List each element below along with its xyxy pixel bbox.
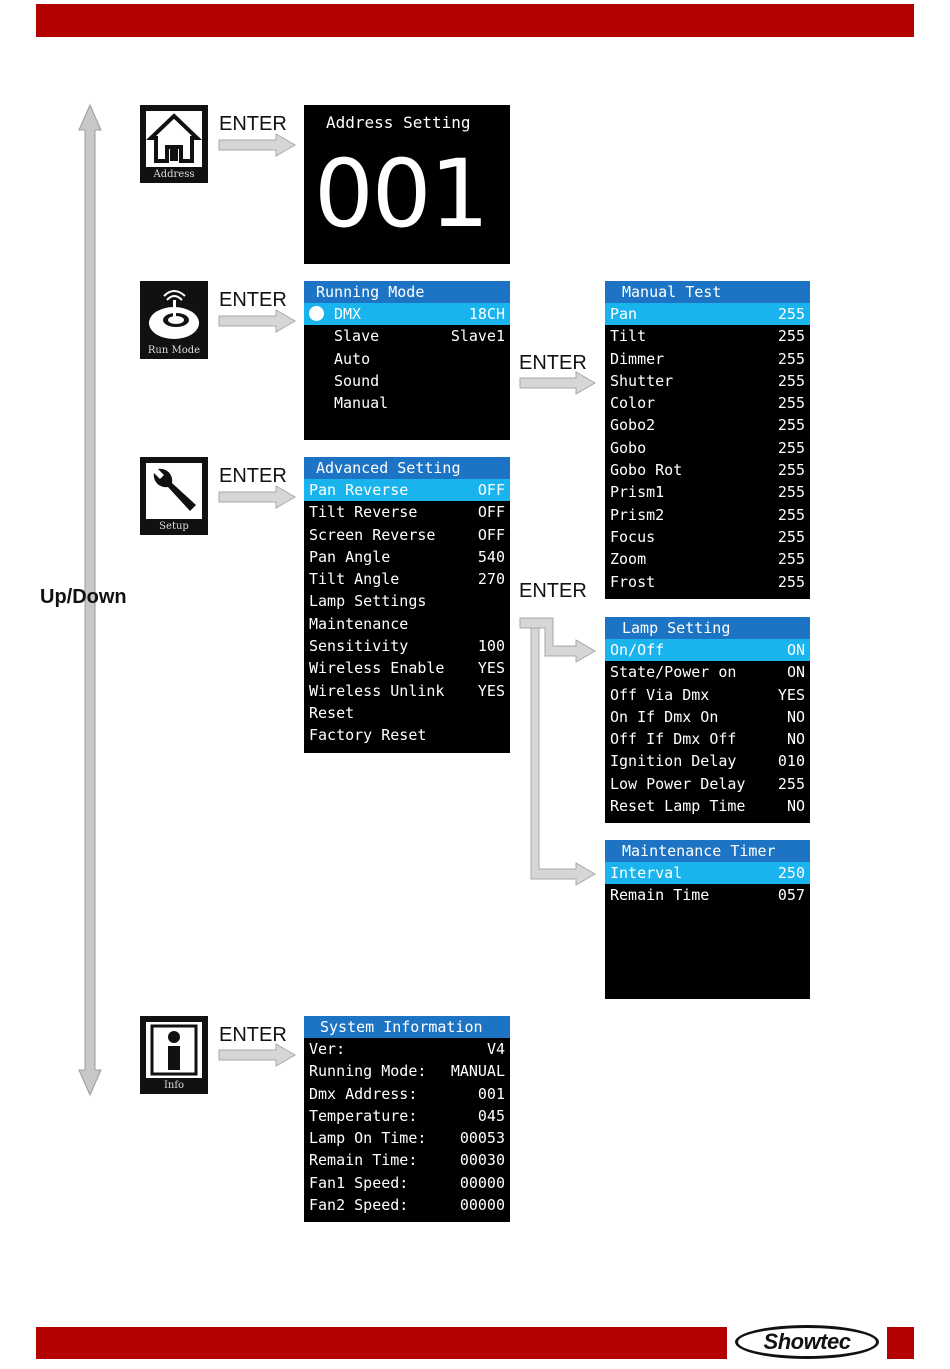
system-information-title: System Information: [304, 1016, 510, 1038]
advanced-setting-row[interactable]: [304, 635, 510, 657]
row-label: Fan2 Speed:: [309, 1196, 409, 1215]
row-label: DMX: [334, 305, 362, 323]
enter-arrow-maintenance: [531, 628, 595, 885]
advanced-setting-row[interactable]: [304, 613, 510, 635]
row-value: NO: [786, 707, 805, 726]
row-label: Tilt: [610, 327, 647, 346]
row-value: ON: [786, 641, 805, 659]
advanced-setting-row[interactable]: [304, 479, 510, 501]
row-value: 045: [477, 1106, 505, 1125]
row-label: Prism2: [610, 505, 665, 524]
advanced-setting-row[interactable]: [304, 680, 510, 702]
maintenance-timer-row[interactable]: [605, 862, 810, 884]
running-mode-row[interactable]: [304, 370, 510, 392]
row-value: 255: [777, 416, 805, 435]
maintenance-timer-row[interactable]: [605, 884, 810, 906]
enter-label-info: ENTER: [219, 1024, 287, 1046]
row-label: On/Off: [610, 641, 665, 659]
advanced-setting-title: Advanced Setting: [304, 457, 510, 479]
row-label: Gobo: [610, 438, 647, 457]
radio-selected-icon: [309, 306, 324, 321]
row-value: 255: [777, 505, 805, 524]
row-label: Running Mode:: [309, 1062, 427, 1081]
row-label: Screen Reverse: [309, 525, 436, 544]
row-label: Temperature:: [309, 1106, 418, 1125]
row-label: Ver:: [309, 1040, 346, 1058]
advanced-setting-row[interactable]: [304, 590, 510, 612]
row-label: Tilt Angle: [309, 570, 400, 589]
row-label: Factory Reset: [309, 726, 427, 745]
row-value: 255: [777, 305, 805, 323]
row-label: Remain Time:: [309, 1151, 418, 1170]
row-value: 18CH: [468, 305, 505, 323]
enter-arrow-setup: [219, 486, 295, 508]
lamp-setting-panel: [605, 617, 810, 823]
icon-caption-info: Info: [163, 1080, 185, 1091]
row-label: Pan Reverse: [309, 481, 409, 499]
row-label: Dimmer: [610, 349, 665, 368]
row-label: Sound: [334, 371, 380, 390]
lamp-setting-row[interactable]: [605, 750, 810, 772]
maintenance-timer-title: Maintenance Timer: [605, 840, 810, 862]
row-label: Interval: [610, 864, 683, 882]
logo-text: Showtec: [763, 1329, 851, 1354]
advanced-setting-row[interactable]: [304, 657, 510, 679]
running-mode-panel: [304, 281, 510, 440]
row-value: 255: [777, 438, 805, 457]
row-label: State/Power on: [610, 663, 737, 682]
row-value: OFF: [477, 481, 505, 499]
row-value: 255: [777, 572, 805, 591]
row-label: Tilt Reverse: [309, 503, 418, 522]
row-value: 250: [777, 864, 805, 882]
maintenance-timer-panel: [605, 840, 810, 999]
running-mode-title: Running Mode: [304, 281, 510, 303]
row-value: NO: [786, 730, 805, 749]
row-label: Fan1 Speed:: [309, 1173, 409, 1192]
row-label: Shutter: [610, 371, 674, 390]
manual-test-row[interactable]: [605, 504, 810, 526]
enter-label-address: ENTER: [219, 113, 287, 135]
lamp-setting-row[interactable]: [605, 684, 810, 706]
row-label: Color: [610, 394, 656, 413]
row-value: NO: [786, 797, 805, 816]
manual-test-row[interactable]: [605, 414, 810, 436]
advanced-setting-panel: [304, 457, 510, 753]
icon-caption-runmode: Run Mode: [147, 345, 201, 356]
row-value: MANUAL: [450, 1062, 505, 1081]
address-icon-tile: [140, 105, 208, 183]
row-value: Slave1: [450, 327, 505, 346]
home-icon: [146, 111, 202, 167]
system-information-row[interactable]: [304, 1149, 510, 1171]
enter-arrow-runmode: [219, 310, 295, 332]
running-mode-row[interactable]: [304, 303, 510, 325]
row-value: 255: [777, 349, 805, 368]
manual-test-row[interactable]: [605, 348, 810, 370]
advanced-setting-row[interactable]: [304, 568, 510, 590]
lamp-setting-row[interactable]: [605, 795, 810, 817]
row-label: Sensitivity: [309, 637, 409, 656]
row-value: 00053: [459, 1129, 505, 1148]
row-value: 255: [777, 461, 805, 480]
row-value: YES: [477, 681, 505, 700]
row-label: On If Dmx On: [610, 707, 719, 726]
row-label: Low Power Delay: [610, 774, 746, 793]
row-label: Lamp On Time:: [309, 1129, 427, 1148]
manual-test-title: Manual Test: [605, 281, 810, 303]
manual-test-row[interactable]: [605, 571, 810, 593]
row-value: V4: [486, 1040, 505, 1058]
row-value: OFF: [477, 525, 505, 544]
address-setting-panel: [304, 105, 510, 264]
enter-arrow-manual: [520, 372, 595, 394]
system-information-row[interactable]: [304, 1038, 510, 1060]
row-value: 00000: [459, 1196, 505, 1215]
row-value: 001: [477, 1084, 505, 1103]
running-mode-row[interactable]: [304, 392, 510, 414]
advanced-setting-row[interactable]: [304, 724, 510, 746]
row-label: Lamp Settings: [309, 592, 427, 611]
row-label: Maintenance: [309, 614, 409, 633]
address-value: 001: [314, 140, 488, 249]
lamp-setting-row[interactable]: [605, 773, 810, 795]
row-label: Off Via Dmx: [610, 685, 710, 704]
row-label: Gobo Rot: [610, 461, 683, 480]
info-icon: [146, 1022, 202, 1078]
enter-label-runmode: ENTER: [219, 289, 287, 311]
row-label: Ignition Delay: [610, 752, 737, 771]
row-value: 255: [777, 327, 805, 346]
row-value: 255: [777, 774, 805, 793]
manual-test-row[interactable]: [605, 526, 810, 548]
row-value: 255: [777, 550, 805, 569]
manual-test-row[interactable]: [605, 370, 810, 392]
row-value: ON: [786, 663, 805, 682]
system-information-row[interactable]: [304, 1194, 510, 1216]
lamp-setting-row[interactable]: [605, 728, 810, 750]
lamp-setting-row[interactable]: [605, 639, 810, 661]
setup-icon-tile: [140, 457, 208, 535]
row-value: YES: [777, 685, 805, 704]
enter-label-setup: ENTER: [219, 465, 287, 487]
info-icon-tile: [140, 1016, 208, 1094]
wrench-icon: [146, 463, 202, 519]
enter-label-advanced: ENTER: [519, 580, 587, 602]
row-label: Remain Time: [610, 886, 710, 905]
address-setting-title: Address Setting: [326, 113, 471, 132]
row-label: Focus: [610, 527, 656, 546]
row-label: Manual: [334, 394, 389, 413]
system-information-row[interactable]: [304, 1127, 510, 1149]
row-label: Reset Lamp Time: [610, 797, 746, 816]
advanced-setting-row[interactable]: [304, 524, 510, 546]
row-value: 255: [777, 483, 805, 502]
row-label: Reset: [309, 703, 355, 722]
row-value: 255: [777, 394, 805, 413]
running-mode-row[interactable]: [304, 325, 510, 347]
system-information-row[interactable]: [304, 1060, 510, 1082]
manual-test-row[interactable]: [605, 459, 810, 481]
row-value: 255: [777, 527, 805, 546]
runmode-icon-tile: [140, 281, 208, 359]
enter-arrow-info: [219, 1044, 295, 1066]
row-value: 100: [477, 637, 505, 656]
row-label: Prism1: [610, 483, 665, 502]
row-value: 057: [777, 886, 805, 905]
row-value: OFF: [477, 503, 505, 522]
system-information-panel: [304, 1016, 510, 1222]
system-information-row[interactable]: [304, 1172, 510, 1194]
row-label: Wireless Enable: [309, 659, 445, 678]
row-label: Off If Dmx Off: [610, 730, 737, 749]
manual-test-row[interactable]: [605, 437, 810, 459]
running-mode-row[interactable]: [304, 348, 510, 370]
row-label: Auto: [334, 349, 371, 368]
row-label: Slave: [334, 327, 380, 346]
advanced-setting-row[interactable]: [304, 702, 510, 724]
icon-caption-setup: Setup: [159, 521, 189, 532]
row-label: Wireless Unlink: [309, 681, 445, 700]
row-value: 255: [777, 371, 805, 390]
row-value: 540: [477, 547, 505, 566]
manual-test-panel: [605, 281, 810, 599]
enter-label-manual: ENTER: [519, 352, 587, 374]
manual-test-row[interactable]: [605, 303, 810, 325]
lamp-setting-title: Lamp Setting: [605, 617, 810, 639]
advanced-setting-row[interactable]: [304, 501, 510, 523]
up-down-label: Up/Down: [40, 586, 127, 608]
manual-test-row[interactable]: [605, 481, 810, 503]
advanced-setting-row[interactable]: [304, 546, 510, 568]
row-value: 00000: [459, 1173, 505, 1192]
row-value: 270: [477, 570, 505, 589]
system-information-row[interactable]: [304, 1105, 510, 1127]
row-value: 00030: [459, 1151, 505, 1170]
run-mode-icon: [146, 287, 202, 343]
manual-test-row[interactable]: [605, 325, 810, 347]
row-label: Pan: [610, 305, 638, 323]
row-value: YES: [477, 659, 505, 678]
manual-test-row[interactable]: [605, 392, 810, 414]
manual-test-row[interactable]: [605, 548, 810, 570]
row-label: Pan Angle: [309, 547, 391, 566]
lamp-setting-row[interactable]: [605, 661, 810, 683]
row-label: Gobo2: [610, 416, 656, 435]
enter-arrow-address: [219, 134, 295, 156]
icon-caption-address: Address: [153, 169, 195, 180]
lamp-setting-row[interactable]: [605, 706, 810, 728]
row-value: 010: [777, 752, 805, 771]
row-label: Frost: [610, 572, 656, 591]
row-label: Zoom: [610, 550, 647, 569]
system-information-row[interactable]: [304, 1083, 510, 1105]
row-label: Dmx Address:: [309, 1084, 418, 1103]
